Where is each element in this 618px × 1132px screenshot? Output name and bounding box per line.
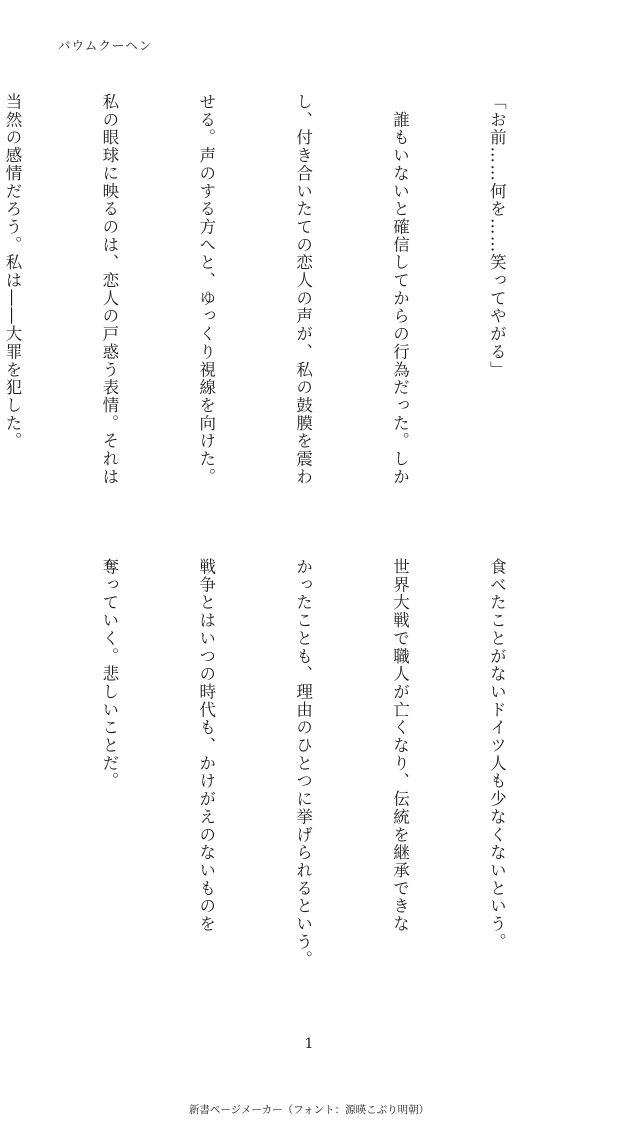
page-number: 1 bbox=[304, 1036, 314, 1052]
text-line: 誰もいないと確信してからの行為だった。しか bbox=[390, 93, 410, 486]
text-line: 当然の感情だろう。私は――大罪を犯した。 bbox=[2, 93, 22, 450]
text-line: 私の眼球に映るのは、恋人の戸惑う表情。それは bbox=[99, 93, 119, 486]
text-line: かったことも、理由のひとつに挙げられるという。 bbox=[293, 558, 313, 969]
text-line: し、付き合いたての恋人の声が、私の鼓膜を震わ bbox=[293, 93, 313, 486]
book-title: バウムクーヘン bbox=[58, 38, 153, 53]
footer-credit: 新書ページメーカー（フォント：源暎こぶり明朝） bbox=[188, 1104, 430, 1116]
text-line: せる。声のする方へと、ゆっくり視線を向けた。 bbox=[196, 93, 216, 486]
text-block-top bbox=[2, 93, 577, 523]
text-line: 世界大戦で職人が亡くなり、伝統を継承できな bbox=[390, 558, 410, 933]
text-block-bottom bbox=[55, 558, 577, 988]
text-line: 「お前……何を……笑ってやがる」 bbox=[487, 93, 507, 379]
text-line: 戦争とはいつの時代も、かけがえのないものを bbox=[196, 558, 216, 933]
text-line: 食べたことがないドイツ人も少なくないという。 bbox=[487, 558, 507, 951]
text-line: 奪っていく。悲しいことだ。 bbox=[99, 558, 119, 791]
